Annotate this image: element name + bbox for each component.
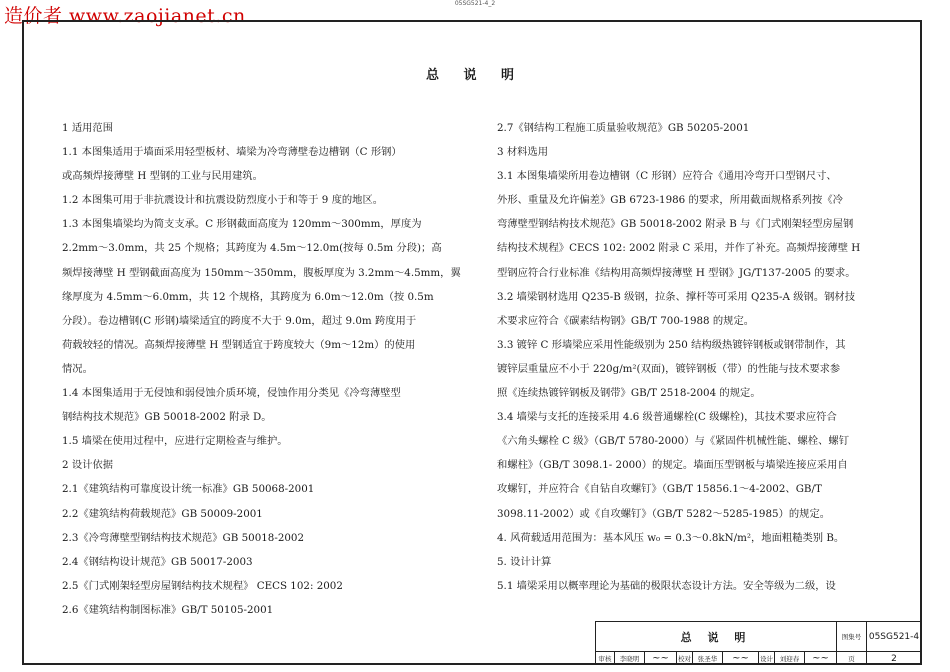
text-line: 《六角头螺栓 C 级》（GB/T 5780-2000）与《紧固件机械性能、螺栓、螺钉 [497,435,849,448]
text-line: 2.7《钢结构工程施工质量验收规范》GB 50205-2001 [497,122,750,134]
check-label: 校对 [678,655,691,663]
text-line: 3.2 墙梁钢材选用 Q235-B 级钢，拉条、撑杆等可采用 Q235-A 级钢。钢材技 [497,290,856,303]
text-line: 弯薄壁型钢结构技术规范》GB 50018-2002 附录 B 与《门式刚架轻型房屋钢 [497,218,854,231]
text-line: 情况。 [62,362,93,375]
text-line: 1.4 本图集适用于无侵蚀和弱侵蚀介质环境，侵蚀作用分类见《冷弯薄壁型 [62,387,401,400]
text-line: 外形、重量及允许偏差》GB 6723-1986 的要求，所用截面规格系列按《冷 [497,194,843,207]
text-line: 型钢应符合行业标准《结构用高频焊接薄壁 H 型钢》JG/T137-2005 的要求。 [497,266,856,279]
text-line: 钢结构技术规范》GB 50018-2002 附录 D。 [62,411,272,424]
atlas-number: 05SG521-4 [868,631,920,642]
page-title: 总 说 明 [425,68,525,83]
text-line: 5. 设计计算 [497,555,552,568]
text-line: 3 材料选用 [497,146,549,159]
text-line: 和螺柱》（GB/T 3098.1- 2000）的规定。墙面压型钢板与墙梁连接应采用自 [497,459,848,472]
text-line: 3.1 本图集墙梁所用卷边槽钢（C 形钢）应符合《通用冷弯开口型钢尺寸、 [497,170,837,183]
text-line: 3098.11-2002）或《自攻螺钉》（GB/T 5282～5285-1985）的规定。 [497,507,831,520]
title-block-drawing-title: 总 说 明 [680,631,752,644]
text-line: 2 设计依据 [62,459,114,472]
right-text-column [497,116,892,598]
text-line: 缘厚度为 4.5mm～6.0mm，共 12 个规格，其跨度为 6.0m～12.0m（按 0.5m [62,290,434,303]
text-line: 2.3《冷弯薄壁型钢结构技术规范》GB 50018-2002 [62,531,305,544]
text-line: 3.4 墙梁与支托的连接采用 4.6 级普通螺栓(C 级螺栓)，其技术要求应符合 [497,411,837,424]
designer-name: 刘迎春 [779,655,800,663]
page-number: 2 [891,653,897,664]
text-line: 1 适用范围 [62,122,114,134]
text-line: 荷载较轻的情况。高频焊接薄壁 H 型钢适宜于跨度较大（9m～12m）的使用 [62,338,416,351]
text-line: 或高频焊接薄壁 H 型钢的工业与民用建筑。 [62,170,263,183]
text-line: 1.1 本图集适用于墙面采用轻型板材、墙梁为冷弯薄壁卷边槽钢（C 形钢） [62,146,402,159]
reviewer-signature: ~~ [652,653,669,664]
text-line: 2.2《建筑结构荷载规范》GB 50009-2001 [62,507,263,520]
title-block [595,621,922,665]
document-code-header: 05SG521-4_2 [454,0,496,7]
text-line: 1.2 本图集可用于非抗震设计和抗震设防烈度小于和等于 9 度的地区。 [62,194,384,207]
checker-signature: ~~ [732,653,749,664]
checker-name: 张圣华 [697,655,718,663]
text-line: 5.1 墙梁采用以概率理论为基础的极限状态设计方法。安全等级为二级，设 [497,579,836,592]
text-line: 频焊接薄壁 H 型钢截面高度为 150mm～350mm，腹板厚度为 3.2mm～4.5mm，翼 [62,266,461,279]
design-label: 设计 [760,655,773,663]
text-line: 2.5《门式刚架轻型房屋钢结构技术规程》 CECS 102: 2002 [62,579,343,592]
left-text-column [62,116,474,622]
text-line: 术要求应符合《碳素结构钢》GB/T 700-1988 的规定。 [497,314,755,327]
review-label: 审核 [598,655,612,663]
text-line: 攻螺钉，并应符合《自钻自攻螺钉》（GB/T 15856.1～4-2002、GB/T [497,483,822,496]
text-line: 分段）。卷边槽钢(C 形钢)墙梁适宜的跨度不大于 9.0m，超过 9.0m 跨度用于 [62,314,417,327]
text-line: 2.2mm～3.0mm，共 25 个规格；其跨度为 4.5m～12.0m(按每 0.5m 分段)；高 [62,242,442,255]
text-line: 1.3 本图集墙梁均为简支支承。C 形钢截面高度为 120mm～300mm，厚度为 [62,218,422,231]
text-line: 结构技术规程》CECS 102: 2002 附录 C 采用，并作了补充。高频焊接薄壁 H [497,242,861,255]
text-line: 2.1《建筑结构可靠度设计统一标准》GB 50068-2001 [62,483,315,496]
page-label: 页 [848,655,855,663]
text-line: 照《连续热镀锌钢板及钢带》GB/T 2518-2004 的规定。 [497,387,761,400]
designer-signature: ~~ [812,653,829,664]
text-line: 1.5 墙梁在使用过程中，应进行定期检查与维护。 [62,435,288,448]
text-line: 3.3 镀锌 C 形墙梁应采用性能级别为 250 结构级热镀锌钢板或钢带制作，其 [497,338,846,351]
reviewer-name: 李晓明 [619,655,640,663]
watermark-text: 造价者 www.zaojianet.cn [4,5,246,27]
text-line: 4. 风荷载适用范围为：基本风压 w₀ = 0.3～0.8kN/m²，地面粗糙类别 B。 [497,531,845,544]
text-line: 镀锌层重量应不小于 220g/m²(双面)，镀锌钢板（带）的性能与技术要求参 [497,362,841,375]
text-line: 2.6《建筑结构制图标准》GB/T 50105-2001 [62,603,274,616]
text-line: 2.4《钢结构设计规范》GB 50017-2003 [62,555,253,568]
atlas-number-label: 图集号 [841,633,862,641]
